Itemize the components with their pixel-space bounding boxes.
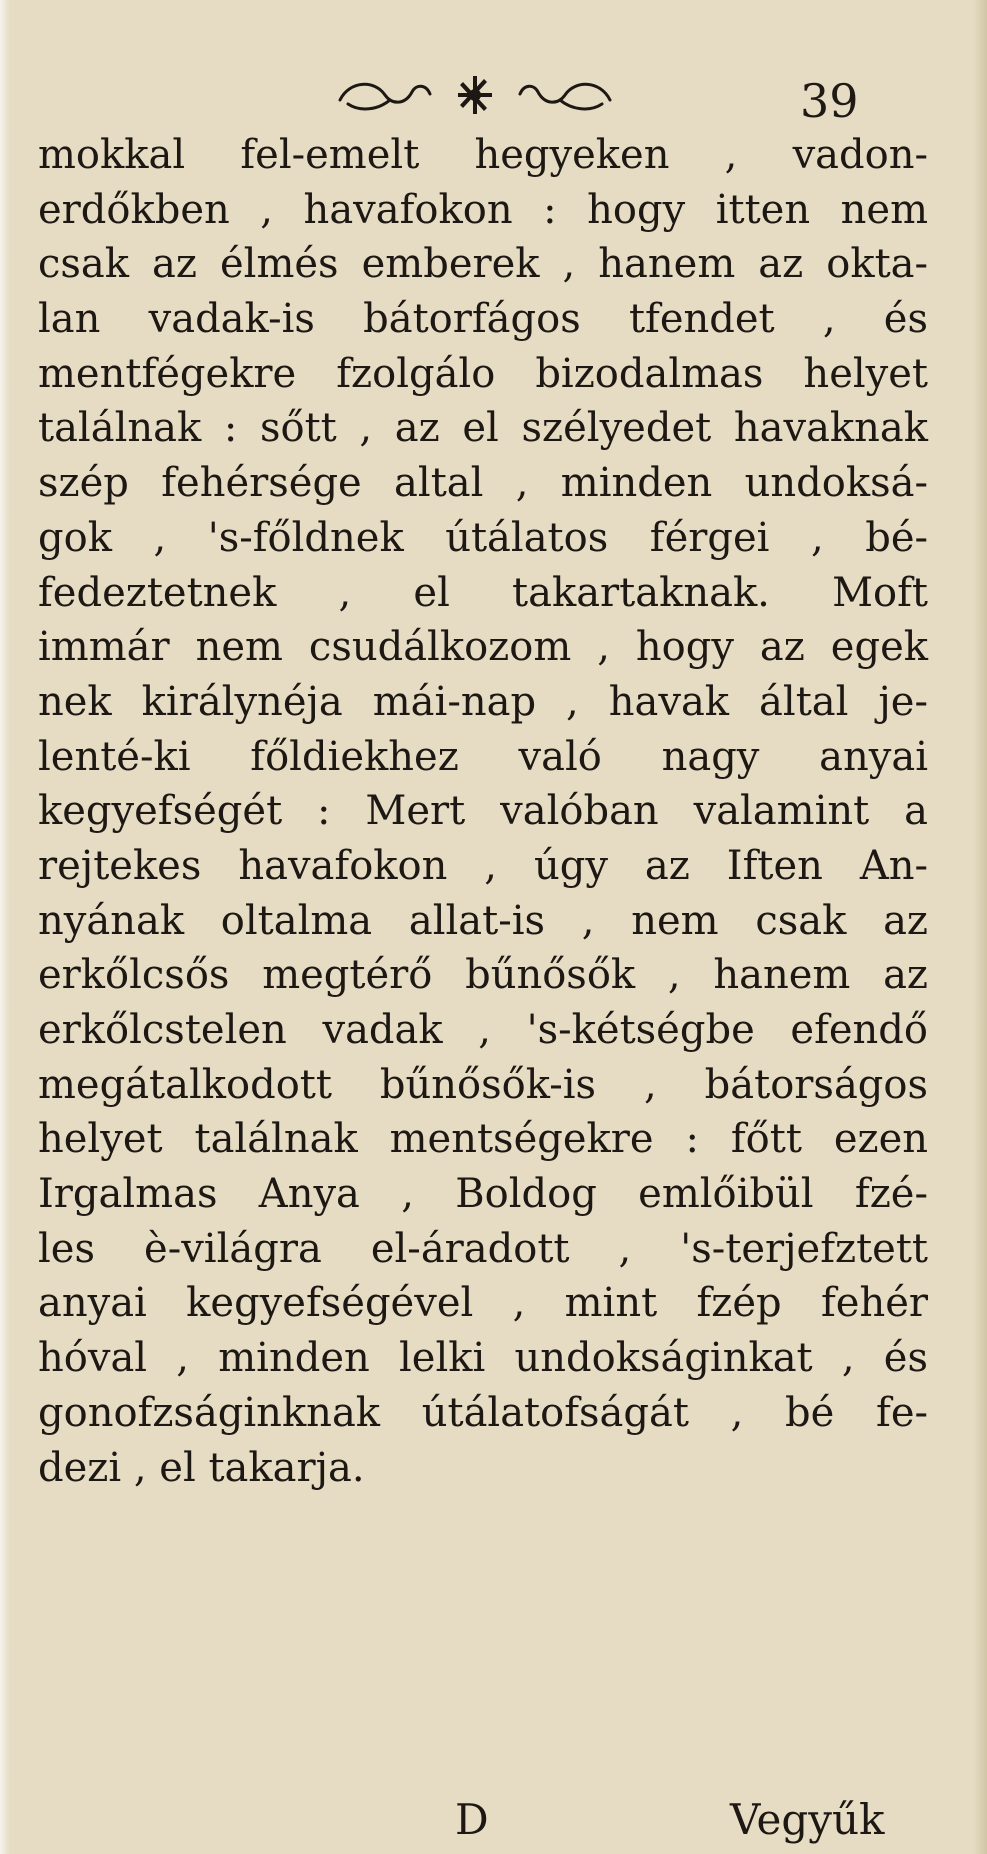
text-line: megátalkodott bűnősők-is , bátorságos xyxy=(38,1061,928,1108)
text-line: nyának oltalma allat-is , nem csak az xyxy=(38,897,928,944)
text-line: erkőlcstelen vadak , 's-kétségbe efendő xyxy=(38,1007,928,1053)
text-line: gonofzságinknak útálatofságát , bé fe- xyxy=(38,1389,928,1436)
text-line: Irgalmas Anya , Boldog emlőibül fzé- xyxy=(38,1171,928,1218)
text-line: nek királynéja mái-nap , havak által je- xyxy=(38,678,928,725)
text-line: helyet találnak mentségekre : főtt ezen xyxy=(38,1116,928,1163)
text-line: fedeztetnek , el takartaknak. Moft xyxy=(38,569,928,616)
page-number: 39 xyxy=(800,74,859,128)
page-header xyxy=(330,70,950,130)
text-line: gok , 's-főldnek útálatos férgei , bé- xyxy=(38,514,928,561)
text-line: mentfégekre fzolgálo bizodalmas helyet xyxy=(38,350,928,397)
text-line: immár nem csudálkozom , hogy az egek xyxy=(38,624,928,671)
text-line: lenté-ki főldiekhez való nagy anyai xyxy=(38,733,928,780)
text-line: lan vadak-is bátorfágos tfendet , és xyxy=(38,296,928,343)
page-footer xyxy=(0,1795,987,1854)
text-line: mokkal fel-emelt hegyeken , vadon- xyxy=(38,132,928,178)
signature-mark: D xyxy=(455,1795,489,1844)
text-line: erdőkben , havafokon : hogy itten nem xyxy=(38,186,928,233)
page-edge-left xyxy=(0,0,10,1854)
text-line: szép fehérsége altal , minden undoksá- xyxy=(38,460,928,507)
text-line: kegyefségét : Mert valóban valamint a xyxy=(38,788,928,835)
text-line: anyai kegyefségével , mint fzép fehér xyxy=(38,1280,928,1327)
text-line: hóval , minden lelki undokságinkat , és xyxy=(38,1335,928,1382)
text-line: csak az élmés emberek , hanem az okta- xyxy=(38,241,928,288)
text-line: erkőlcsős megtérő bűnősők , hanem az xyxy=(38,952,928,999)
catchword: Vegyűk xyxy=(730,1795,885,1844)
ornament-icon xyxy=(330,70,620,120)
body-text xyxy=(38,128,928,1495)
text-line: les è-világra el-áradott , 's-terjefztett xyxy=(38,1225,928,1272)
text-line: dezi , el takarja. xyxy=(38,1444,365,1491)
text-line: rejtekes havafokon , úgy az Iften An- xyxy=(38,842,928,889)
text-line: találnak : sőtt , az el szélyedet havaknak xyxy=(38,405,928,452)
page-edge-right xyxy=(973,0,987,1854)
